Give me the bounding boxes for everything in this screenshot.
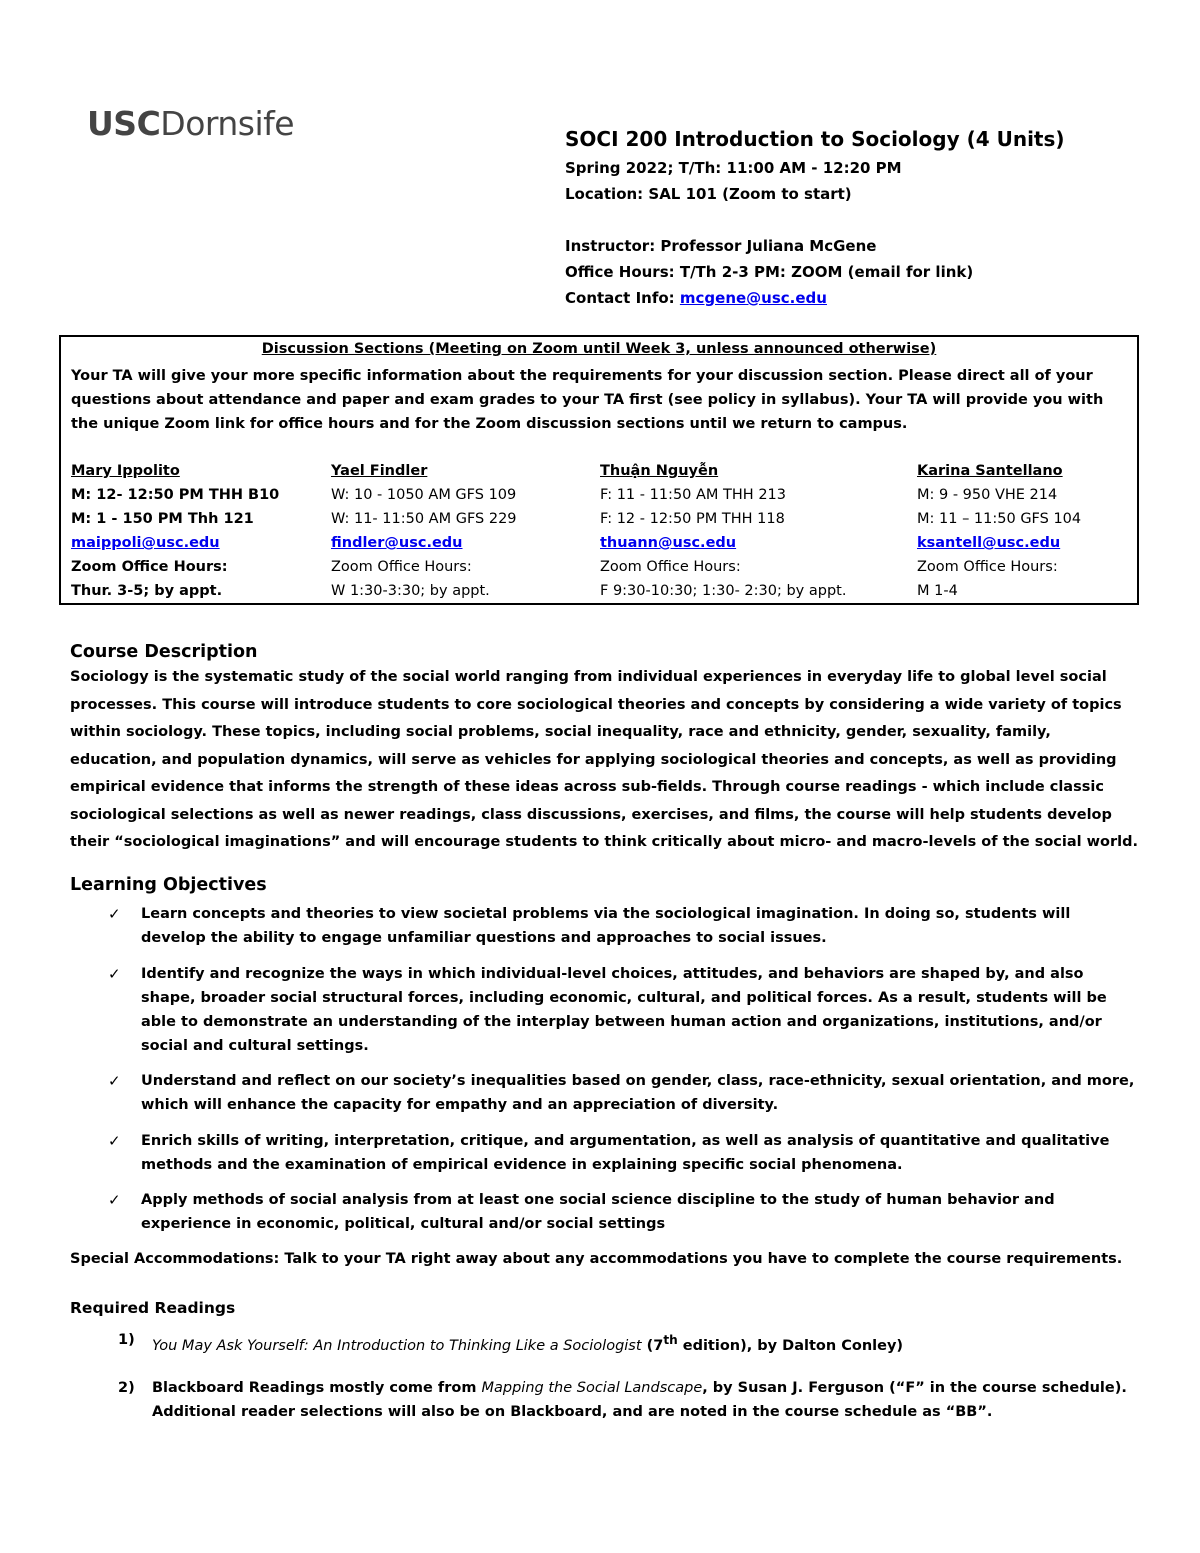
ta-office-hours-label: Zoom Office Hours: <box>331 559 472 575</box>
ta-office-hours-label: Zoom Office Hours: <box>71 559 228 575</box>
reading-number: 1) <box>118 1332 135 1348</box>
objective-item <box>108 1069 1138 1117</box>
checkmark-icon: ✓ <box>108 1191 121 1209</box>
ta-section: M: 1 - 150 PM Thh 121 <box>71 511 254 527</box>
objective-text: Learn concepts and theories to view societal problems via the sociological imagination. In doing so, students will develop the ability to engage unfamiliar questions and approaches to social issues. <box>141 906 1071 946</box>
ta-name: Yael Findler <box>331 463 428 479</box>
office-hours: Office Hours: T/Th 2-3 PM: ZOOM (email for link) <box>565 263 974 281</box>
ta-email-link[interactable]: findler@usc.edu <box>331 535 463 551</box>
course-description-body: Sociology is the systematic study of the social world ranging from individual experiences in everyday life to global level social processes. This course will introduce students to core sociological theories and concepts by considering a wide variety of topics within sociology. These topics, including social problems, social inequality, race and ethnicity, gender, sexuality, family, education, and population dynamics, will serve as vehicles for applying sociological theories and concepts, as well as providing empirical evidence that informs the strength of these ideas across sub-fields. Through course readings - which include classic sociological selections as well as newer readings, class discussions, exercises, and films, the course will help students develop their “sociological imaginations” and will encourage students to think critically about micro- and macro-levels of the social world. <box>70 669 1139 850</box>
reading-number: 2) <box>118 1380 135 1396</box>
logo-dornsife: Dornsife <box>160 104 295 143</box>
ta-email-link[interactable]: thuann@usc.edu <box>600 535 737 551</box>
reading-item <box>118 1328 1138 1358</box>
objective-item <box>108 1129 1138 1177</box>
reading-book-title: You May Ask Yourself: An Introduction to Thinking Like a Sociologist <box>152 1337 642 1354</box>
reading-book-title: Mapping the Social Landscape <box>481 1380 703 1396</box>
ta-column <box>917 459 1081 603</box>
reading-text: Blackboard Readings mostly come from Mapping the Social Landscape, by Susan J. Ferguson (“F” in the course schedule). Additional reader selections will also be on Blackboard, and are noted in the course schedule as “BB”. <box>152 1380 1127 1420</box>
objective-text: Identify and recognize the ways in which individual-level choices, attitudes, and behaviors are shaped by, and also shape, broader social structural forces, including economic, cultural, and political forces. As a result, students will be able to demonstrate an understanding of the interplay between human action and organizations, institutions, and/or social and cultural settings. <box>141 966 1107 1054</box>
objective-item <box>108 1188 1138 1236</box>
reading-text: You May Ask Yourself: An Introduction to Thinking Like a Sociologist (7th edition), by Dalton Conley) <box>152 1333 904 1354</box>
instructor-email-link[interactable]: mcgene@usc.edu <box>679 289 827 307</box>
discussion-heading: Discussion Sections (Meeting on Zoom until Week 3, unless announced otherwise) <box>261 341 937 357</box>
ta-column <box>331 459 517 603</box>
ta-office-hours: M 1-4 <box>917 583 958 599</box>
ta-office-hours: Thur. 3-5; by appt. <box>71 583 223 599</box>
ta-section: F: 12 - 12:50 PM THH 118 <box>600 511 785 527</box>
ta-office-hours-label: Zoom Office Hours: <box>600 559 741 575</box>
ta-name: Mary Ippolito <box>71 463 180 479</box>
ta-section: F: 11 - 11:50 AM THH 213 <box>600 487 786 503</box>
ta-section: M: 12- 12:50 PM THH B10 <box>71 487 280 503</box>
contact-info <box>565 285 1165 311</box>
ta-section: W: 10 - 1050 AM GFS 109 <box>331 487 517 503</box>
contact-label: Contact Info: <box>565 289 680 307</box>
course-schedule: Spring 2022; T/Th: 11:00 AM - 12:20 PM <box>565 159 902 177</box>
objective-item <box>108 962 1138 1058</box>
ta-name: Thuận Nguyễn <box>600 463 719 479</box>
logo-usc: USC <box>87 104 161 143</box>
course-description-title: Course Description <box>70 642 258 662</box>
ta-section: M: 11 – 11:50 GFS 104 <box>917 511 1082 527</box>
course-header <box>565 123 1165 311</box>
objective-text: Understand and reflect on our society’s inequalities based on gender, class, race-ethnicity, sexual orientation, and more, which will enhance the capacity for empathy and an appreciation of diversity. <box>141 1073 1135 1113</box>
checkmark-icon: ✓ <box>108 1132 121 1150</box>
objective-item <box>108 902 1138 950</box>
ta-email-link[interactable]: ksantell@usc.edu <box>917 535 1061 551</box>
objective-text: Apply methods of social analysis from at least one social science discipline to the study of human behavior and experience in economic, political, cultural and/or social settings <box>141 1192 1055 1232</box>
ta-section: M: 9 - 950 VHE 214 <box>917 487 1058 503</box>
ta-column <box>71 459 279 603</box>
learning-objectives-title: Learning Objectives <box>70 875 267 895</box>
checkmark-icon: ✓ <box>108 965 121 983</box>
ta-office-hours-label: Zoom Office Hours: <box>917 559 1058 575</box>
ta-office-hours: W 1:30-3:30; by appt. <box>331 583 490 599</box>
special-accommodations: Special Accommodations: Talk to your TA right away about any accommodations you have to complete the course requirements. <box>70 1251 1123 1267</box>
ta-office-hours: F 9:30-10:30; 1:30- 2:30; by appt. <box>600 583 847 599</box>
ta-section: W: 11- 11:50 AM GFS 229 <box>331 511 517 527</box>
reading-item <box>118 1376 1138 1424</box>
ta-column <box>600 459 846 603</box>
course-title: SOCI 200 Introduction to Sociology (4 Units) <box>565 127 1065 151</box>
course-location: Location: SAL 101 (Zoom to start) <box>565 185 852 203</box>
objective-text: Enrich skills of writing, interpretation, critique, and argumentation, as well as analysis of quantitative and qualitative methods and the examination of empirical evidence in explaining specific social phenomena. <box>141 1133 1110 1173</box>
usc-dornsife-logo <box>87 104 294 143</box>
required-readings-title: Required Readings <box>70 1299 236 1317</box>
ta-name: Karina Santellano <box>917 463 1063 479</box>
checkmark-icon: ✓ <box>108 1072 121 1090</box>
checkmark-icon: ✓ <box>108 905 121 923</box>
ta-email-link[interactable]: maippoli@usc.edu <box>71 535 220 551</box>
discussion-intro: Your TA will give your more specific information about the requirements for your discussion section. Please direct all of your questions about attendance and paper and exam grades to your TA first (see policy in syllabus). Your TA will provide you with the unique Zoom link for office hours and for the Zoom discussion sections until we return to campus. <box>71 368 1104 432</box>
discussion-sections-box <box>59 335 1139 605</box>
instructor: Instructor: Professor Juliana McGene <box>565 237 877 255</box>
